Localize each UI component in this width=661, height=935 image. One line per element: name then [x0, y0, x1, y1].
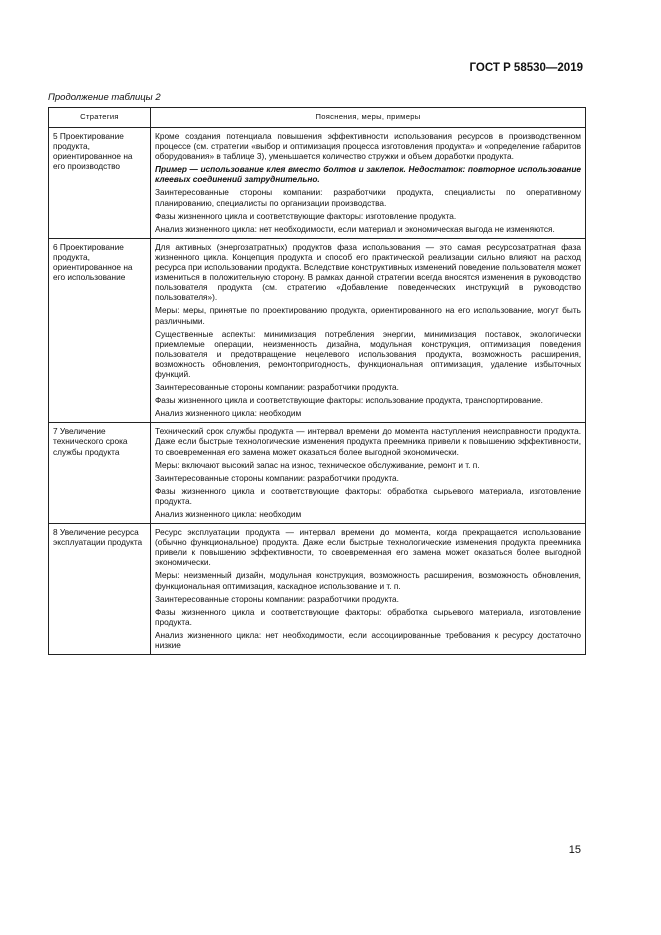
paragraph: Заинтересованные стороны компании: разработчики продукта. [155, 382, 399, 393]
paragraph: Фазы жизненного цикла и соответствующие факторы: обработка сырьевого материала, изготовление продукта. [155, 606, 581, 627]
document-code: ГОСТ Р 58530—2019 [469, 62, 583, 74]
strategy-cell: 5 Проектирование продукта, ориентированное на его производство [49, 128, 151, 239]
explanation-cell [151, 524, 586, 655]
explanation-cell [151, 128, 586, 239]
paragraph: Ресурс эксплуатации продукта — интервал времени до момента, когда прекращается использование (обычно функциональное) продукта. Даже если быстрые технологические изменения продукта преемника привели к повышению эффективности, то своевременная его замена может оказаться более выгодной экономически. [155, 527, 581, 568]
paragraph: Заинтересованные стороны компании: разработчики продукта. [155, 593, 399, 604]
strategy-table [48, 107, 586, 655]
explanation-cell [151, 238, 586, 423]
table-continuation-caption: Продолжение таблицы 2 [48, 92, 161, 103]
table-header-row [49, 108, 586, 128]
paragraph: Для активных (энергозатратных) продуктов фаза использования — это самая ресурсозатратная фаза жизненного цикла. Концепция продукта и способ его практической реализации сильно влияют на расход ресурса при использовании продукта. Вследствие конструктивных изменений поведение пользователя может измениться в положительную сторону. В рамках данной стратегии всегда вносятся изменения в руководство пользователя продукта (см. стратегию «Добавление поведенческих инструкций в руководство пользователя»). [155, 241, 581, 303]
paragraph: Фазы жизненного цикла и соответствующие факторы: использование продукта, транспортирование. [155, 395, 543, 406]
paragraph: Существенные аспекты: минимизация потребления энергии, минимизация поставок, экологически приемлемые операции, неизменность дизайна, модульная конструкция, оптимизация поведения пользователя и предотвращение нецелевого использования продукта, возможность расширения, возможность обновления, ремонтопригодность, функциональная оптимизация, удаление избыточных функций. [155, 328, 581, 379]
explanation-cell [151, 423, 586, 524]
table-row [49, 423, 586, 524]
paragraph: Кроме создания потенциала повышения эффективности использования ресурсов в производственном процессе (см. стратегии «выбор и оптимизация процесса изготовления продукта» и «определение габаритов оборудования» в таблице 3), уменьшается количество стружки и объем доработки продукта. [155, 131, 581, 162]
paragraph: Заинтересованные стороны компании: разработчики продукта, специалисты по оперативному планированию, специалисты по организации производства. [155, 187, 581, 208]
paragraph: Фазы жизненного цикла и соответствующие факторы: изготовление продукта. [155, 210, 457, 221]
example-paragraph: Пример — использование клея вместо болтов и заклепок. Недостаток: повторное использование клеевых соединений затруднительно. [155, 164, 581, 185]
page-number: 15 [568, 844, 581, 856]
strategy-cell: 6 Проектирование продукта, ориентированное на его использование [49, 238, 151, 423]
table-row [49, 238, 586, 423]
paragraph: Анализ жизненного цикла: нет необходимости, если материал и экономическая выгода не изменяются. [155, 223, 555, 234]
table-row [49, 128, 586, 239]
paragraph: Анализ жизненного цикла: необходим [155, 408, 302, 419]
paragraph: Анализ жизненного цикла: необходим [155, 509, 302, 519]
paragraph: Анализ жизненного цикла: нет необходимости, если ассоциированные требования к ресурсу достаточно низкие [155, 629, 581, 651]
paragraph: Фазы жизненного цикла и соответствующие факторы: обработка сырьевого материала, изготовление продукта. [155, 485, 581, 506]
paragraph: Меры: меры, принятые по проектированию продукта, ориентированного на его использование, могут быть различными. [155, 305, 581, 326]
column-header-strategy: Стратегия [49, 108, 151, 128]
paragraph: Заинтересованные стороны компании: разработчики продукта. [155, 472, 399, 483]
table-row [49, 524, 586, 655]
column-header-explanations: Пояснения, меры, примеры [151, 108, 586, 128]
strategy-cell: 7 Увеличение технического срока службы продукта [49, 423, 151, 524]
paragraph: Технический срок службы продукта — интервал времени до момента наступления неисправности продукта. Даже если быстрые технологические изменения продукта преемника привели к повышению эффективности, то своевременная его замена может оказаться более выгодной экономически. [155, 426, 581, 457]
paragraph: Меры: неизменный дизайн, модульная конструкция, возможность расширения, возможность обновления, функциональная оптимизация, каскадное использование и т. п. [155, 570, 581, 591]
strategy-cell: 8 Увеличение ресурса эксплуатации продукта [49, 524, 151, 655]
paragraph: Меры: включают высокий запас на износ, техническое обслуживание, ремонт и т. п. [155, 459, 480, 470]
